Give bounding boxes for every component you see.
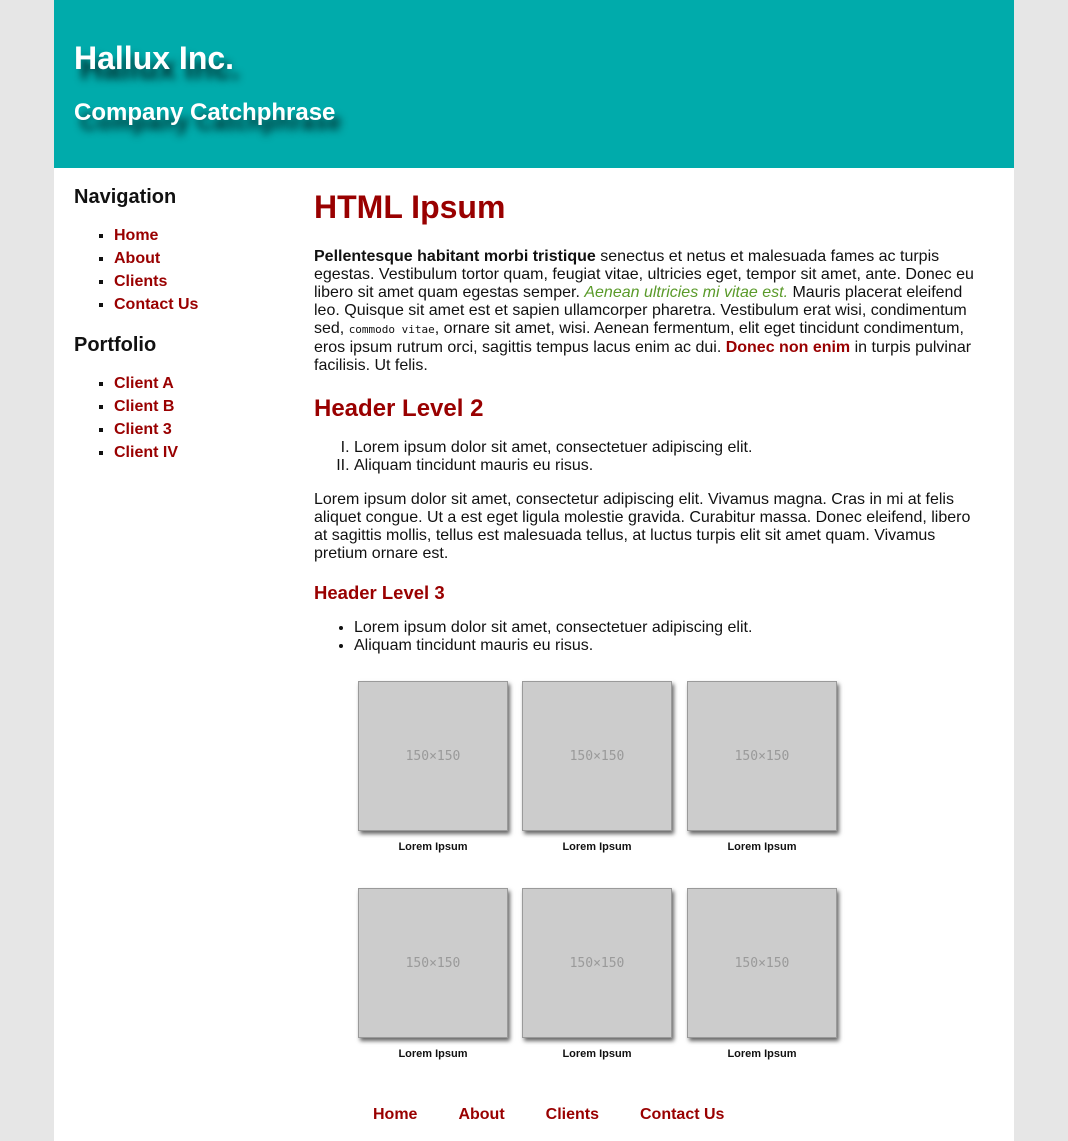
placeholder-image[interactable]: 150×150: [522, 888, 672, 1038]
header-level-2: Header Level 2: [314, 395, 484, 422]
nav-link-about[interactable]: About: [114, 250, 161, 267]
gallery-item[interactable]: [358, 888, 508, 1060]
list-item: II. Aliquam tincidunt mauris eu risus.: [354, 457, 980, 475]
intro-paragraph: [314, 248, 980, 375]
portfolio-list: [74, 372, 284, 464]
gallery-item[interactable]: [687, 681, 837, 853]
nav-item-home: [114, 224, 284, 247]
intro-bold-link[interactable]: Donec non enim: [725, 339, 851, 356]
nav-link-clients[interactable]: Clients: [114, 273, 168, 290]
gallery-caption: Lorem Ipsum: [398, 1048, 468, 1060]
footer-navigation: [373, 1106, 765, 1124]
portfolio-link-client-iv[interactable]: Client IV: [114, 444, 179, 461]
nav-link-home[interactable]: Home: [114, 227, 159, 244]
intro-code: commodo vitae: [348, 323, 435, 336]
navigation-heading: Navigation: [74, 186, 177, 208]
gallery-item[interactable]: [358, 681, 508, 853]
footer-link-home[interactable]: Home: [373, 1106, 418, 1123]
gallery-caption: Lorem Ipsum: [727, 841, 797, 853]
company-catchphrase: Company Catchphrase: [74, 99, 336, 126]
site-header: [54, 0, 1014, 168]
page-wrapper: [54, 0, 1014, 1141]
nav-item-contact: [114, 293, 284, 316]
gallery-caption: Lorem Ipsum: [727, 1048, 797, 1060]
list-item: I. Lorem ipsum dolor sit amet, consectetuer adipiscing elit.: [354, 439, 980, 457]
portfolio-link-client-b[interactable]: Client B: [114, 398, 175, 415]
sidebar: [74, 184, 284, 464]
unordered-list: [314, 619, 980, 655]
intro-italic-link[interactable]: Aenean ultricies mi vitae est.: [584, 284, 789, 301]
list-item: • Lorem ipsum dolor sit amet, consectetuer adipiscing elit.: [354, 619, 980, 637]
body-paragraph: Lorem ipsum dolor sit amet, consectetur adipiscing elit. Vivamus magna. Cras in mi at felis aliquet congue. Ut a est eget ligula molestie gravida. Curabitur massa. Donec eleifend, libero at sagittis mollis, tellus est malesuada tellus, at luctus turpis elit sit amet quam. Vivamus pretium ornare est.: [314, 491, 971, 562]
intro-text-c: , ornare sit amet, wisi. Aenean fermentum, elit eget tincidunt condimentum, eros ipsum rutrum orci, sagittis tempus lacus enim ac dui.: [314, 320, 964, 356]
placeholder-image[interactable]: 150×150: [687, 681, 837, 831]
placeholder-image[interactable]: 150×150: [358, 888, 508, 1038]
navigation-list: [74, 224, 284, 316]
portfolio-link-client-3[interactable]: Client 3: [114, 421, 172, 438]
gallery-caption: Lorem Ipsum: [562, 1048, 632, 1060]
portfolio-item-client-a: [114, 372, 284, 395]
placeholder-image[interactable]: 150×150: [687, 888, 837, 1038]
header-level-3: Header Level 3: [314, 582, 445, 603]
portfolio-item-client-iv: [114, 441, 284, 464]
portfolio-item-client-b: [114, 395, 284, 418]
placeholder-image[interactable]: 150×150: [522, 681, 672, 831]
gallery-caption: Lorem Ipsum: [398, 841, 468, 853]
list-item: • Aliquam tincidunt mauris eu risus.: [354, 637, 980, 655]
main-content: [314, 186, 980, 655]
gallery-item[interactable]: [522, 681, 672, 853]
portfolio-link-client-a[interactable]: Client A: [114, 375, 174, 392]
footer-link-contact[interactable]: Contact Us: [640, 1106, 725, 1123]
page-title: HTML Ipsum: [314, 189, 506, 225]
portfolio-item-client-3: [114, 418, 284, 441]
nav-item-clients: [114, 270, 284, 293]
nav-link-contact[interactable]: Contact Us: [114, 296, 199, 313]
gallery-item[interactable]: [687, 888, 837, 1060]
intro-text-b: Mauris placerat eleifend leo. Quisque sit amet est et sapien ullamcorper pharetra. Vestibulum erat wisi, condimentum sed,: [314, 284, 967, 337]
gallery-item[interactable]: [522, 888, 672, 1060]
footer-link-clients[interactable]: Clients: [545, 1106, 599, 1123]
portfolio-heading: Portfolio: [74, 334, 157, 356]
placeholder-image[interactable]: 150×150: [358, 681, 508, 831]
gallery-caption: Lorem Ipsum: [562, 841, 632, 853]
site-title: Hallux Inc.: [74, 40, 235, 76]
nav-item-about: [114, 247, 284, 270]
intro-text-a: senectus et netus et malesuada fames ac turpis egestas. Vestibulum tortor quam, feugiat vitae, ultricies eget, tempor sit amet, ante. Donec eu libero sit amet quam egestas semper.: [314, 248, 974, 301]
intro-strong-text: Pellentesque habitant morbi tristique: [314, 248, 596, 265]
footer-link-about[interactable]: About: [458, 1106, 505, 1123]
ordered-list: [314, 439, 980, 475]
intro-text-d: in turpis pulvinar facilisis. Ut felis.: [314, 339, 972, 374]
